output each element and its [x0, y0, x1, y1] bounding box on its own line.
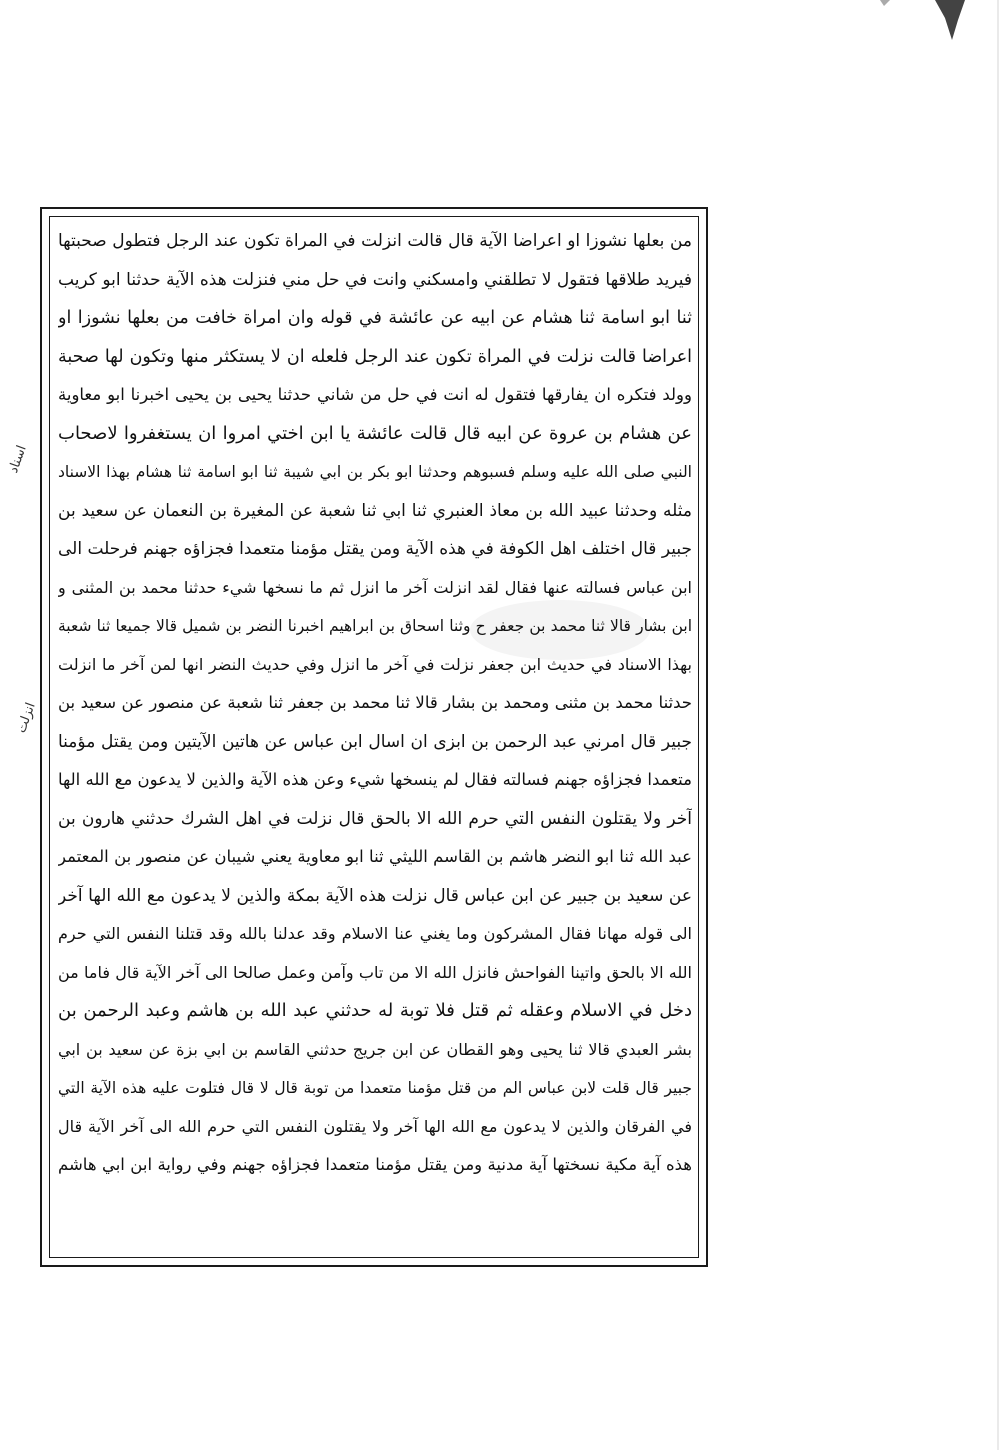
text-line: متعمدا فجزاؤه جهنم فسالته فقال لم ينسخها شيء وعن هذه الآية والذين لا يدعون مع الله الها [58, 770, 692, 789]
text-line: عن سعيد بن جبير عن ابن عباس قال نزلت هذه الآية بمكة والذين لا يدعون مع الله الها آخر [58, 885, 692, 906]
text-line: فيريد طلاقها فتقول لا تطلقني وامسكني وانت في حل مني فنزلت هذه الآية حدثنا ابو كريب [58, 269, 692, 290]
text-line: الله الا بالحق واتينا الفواحش فانزل الله الا من تاب وآمن وعمل صالحا الى آخر الآية قال فاما من [58, 962, 692, 982]
text-line: مثله وحدثنا عبيد الله بن معاذ العنبري ثنا ابي ثنا شعبة عن المغيرة بن النعمان عن سعيد بن [58, 500, 692, 521]
text-line: الى قوله مهانا فقال المشركون وما يغني عنا الاسلام وقد عدلنا بالله وقد قتلنا النفس التي حرم [58, 924, 692, 943]
text-line: من بعلها نشوزا او اعراضا الآية قال قالت انزلت في المراة تكون عند الرجل فتطول صحبتها [58, 231, 692, 251]
text-line: آخر ولا يقتلون النفس التي حرم الله الا بالحق قال نزلت في اهل الشرك حدثني هارون بن [58, 808, 692, 829]
text-line: النبي صلى الله عليه وسلم فسبوهم وحدثنا ابو بكر بن ابي شيبة ثنا ابو اسامة ثنا هشام بهذا الاسناد [58, 463, 692, 481]
manuscript-text-block [58, 222, 692, 1252]
text-line: اعراضا قالت نزلت في المراة تكون عند الرجل فلعله ان لا يستكثر منها وتكون لها صحبة [58, 346, 692, 367]
text-line: في الفرقان والذين لا يدعون مع الله الها آخر ولا يقتلون النفس التي حرم الله الى آخر الآية قال [58, 1116, 692, 1136]
text-line: جبير قال اختلف اهل الكوفة في هذه الآية ومن يقتل مؤمنا متعمدا فجزاؤه جهنم فرحلت الى [58, 539, 692, 559]
text-line: جبير قال قلت لابن عباس الم من قتل مؤمنا متعمدا من توبة قال لا قال فتلوت عليه هذه الآية التي [58, 1079, 692, 1097]
text-line: هذه آية مكية نسختها آية مدنية ومن يقتل مؤمنا متعمدا فجزاؤه جهنم وفي رواية ابن ابي هاشم [58, 1155, 692, 1174]
text-line: ابن بشار قالا ثنا محمد بن جعفر ح وثنا اسحاق بن ابراهيم اخبرنا النضر بن شميل قالا جميعا ثنا شعبة [58, 617, 692, 635]
text-line: ثنا ابو اسامة ثنا هشام عن ابيه عن عائشة في قوله وان امراة خافت من بعلها نشوزا او [58, 308, 692, 328]
text-line: عبد الله ثنا ابو النضر هاشم بن القاسم الليثي ثنا ابو معاوية يعني شيبان عن منصور بن المعتمر [58, 847, 692, 866]
margin-note: اسناد [6, 443, 30, 476]
text-line: ابن عباس فسالته عنها فقال لقد انزلت آخر ما انزل ثم ما نسخها شيء حدثنا محمد بن المثنى و [58, 577, 692, 597]
text-line: دخل في الاسلام وعقله ثم قتل فلا توبة له حدثني عبد الله بن هاشم وعبد الرحمن بن [58, 1000, 692, 1021]
text-line: حدثنا محمد بن مثنى ومحمد بن بشار قالا ثنا محمد بن جعفر ثنا شعبة عن منصور عن سعيد بن [58, 693, 692, 712]
text-line: عن هشام بن عروة عن ابيه قال قالت عائشة يا ابن اختي امروا ان يستغفروا لاصحاب [58, 422, 692, 444]
text-line: وولد فتكره ان يفارقها فتقول له انت في حل من شاني حدثنا يحيى بن يحيى اخبرنا ابو معاوية [58, 385, 692, 404]
text-line: جبير قال امرني عبد الرحمن بن ابزى ان اسال ابن عباس عن هاتين الآيتين ومن يقتل مؤمنا [58, 731, 692, 752]
text-line: بشر العبدي قالا ثنا يحيى وهو القطان عن ابن جريج حدثني القاسم بن ابي بزة عن سعيد بن ابي [58, 1039, 692, 1059]
margin-note: انزلت [14, 700, 39, 736]
text-line: بهذا الاسناد في حديث ابن جعفر نزلت في آخر ما انزل وفي حديث النضر انها لمن آخر ما انزلت [58, 654, 692, 674]
